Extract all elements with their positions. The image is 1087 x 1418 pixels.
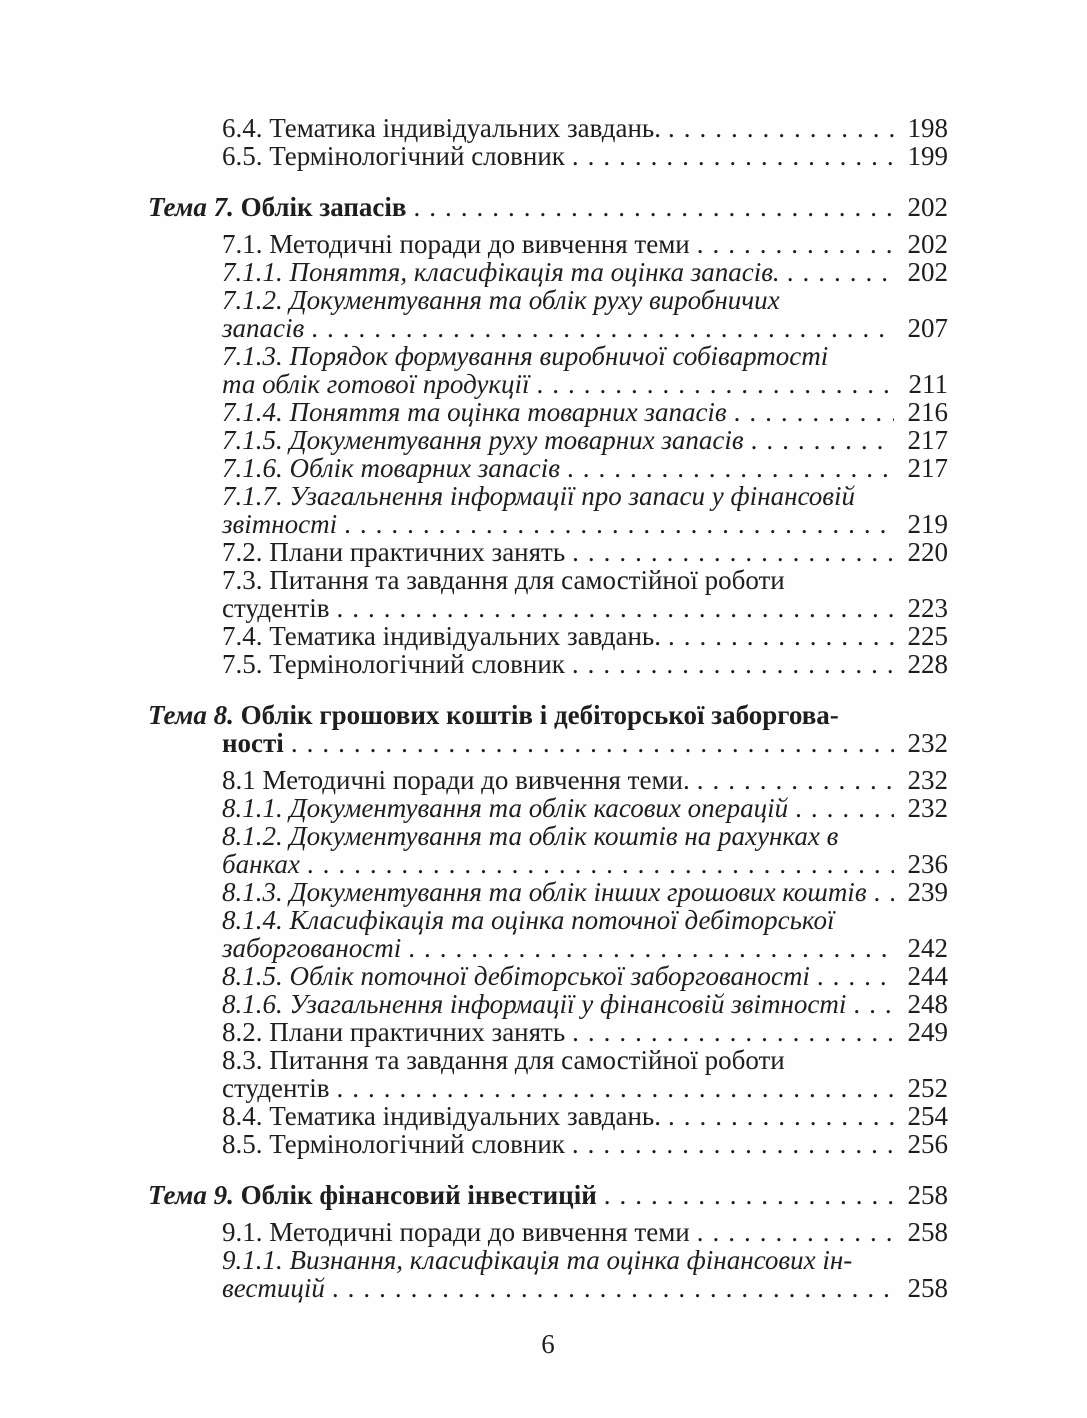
entry-text-line1: 7.3. Питання та завдання для самостійної роботи: [222, 565, 785, 595]
toc-entry-6-4: [148, 114, 948, 142]
entry-text: 7.2. Плани практичних занять: [222, 537, 566, 567]
entry-text: 8.1.5. Облік поточної дебіторської заборгованості: [222, 961, 810, 991]
entry-text: 6.4. Тематика індивідуальних завдань.: [222, 113, 661, 143]
toc-entry-8-1-3: [148, 878, 948, 906]
theme-label: Тема 7.: [148, 192, 234, 222]
toc-entry-7-1: [148, 230, 948, 258]
theme-heading: [148, 193, 406, 221]
toc-entry-9-1-1: [148, 1246, 948, 1302]
theme-heading: [148, 1181, 597, 1209]
dot-leader: [874, 878, 894, 906]
toc-entry-6-5: [148, 142, 948, 170]
toc-entry-7-3: [148, 566, 948, 622]
toc-entry-9-1: [148, 1218, 948, 1246]
dot-leader: [572, 538, 894, 566]
entry-page: 225: [907, 621, 948, 651]
dot-leader: [307, 850, 894, 878]
entry-text-line2: запасів: [222, 313, 305, 343]
entry-page: 220: [907, 537, 948, 567]
entry-text: 8.1.1. Документування та облік касових операцій: [222, 793, 789, 823]
entry-page: 228: [907, 649, 948, 679]
entry-page: 252: [907, 1073, 948, 1103]
dot-leader: [853, 990, 894, 1018]
dot-leader: [567, 454, 894, 482]
toc-entry-8-4: [148, 1102, 948, 1130]
entry-page: 216: [907, 397, 948, 427]
toc-entry-7-1-3: [148, 342, 948, 398]
entry-text-line2: вестицій: [222, 1273, 325, 1303]
dot-leader: [413, 193, 894, 221]
theme-heading-line2: [148, 729, 948, 757]
dot-leader: [408, 934, 894, 962]
dot-leader: [751, 426, 894, 454]
entry-line2: [222, 1074, 948, 1102]
dot-leader: [332, 1274, 894, 1302]
toc-entry-8-1-4: [148, 906, 948, 962]
toc-entry-7-1-6: [148, 454, 948, 482]
entry-page: 239: [907, 877, 948, 907]
dot-leader: [787, 258, 894, 286]
entry-page: 202: [907, 257, 948, 287]
entry-text-line2: та облік готової продукції: [222, 369, 530, 399]
toc-entry-7-1-4: [148, 398, 948, 426]
entry-page: 232: [907, 728, 948, 758]
dot-leader: [572, 142, 894, 170]
dot-leader: [668, 114, 894, 142]
entry-page: 254: [907, 1101, 948, 1131]
theme-title: Облік фінансовий інвестицій: [240, 1180, 597, 1210]
entry-page: 219: [907, 509, 948, 539]
toc-entry-8-1-5: [148, 962, 948, 990]
entry-line2: [222, 850, 948, 878]
entry-page: 202: [907, 192, 948, 222]
theme-title-line2: ності: [222, 728, 284, 758]
entry-page: 248: [907, 989, 948, 1019]
entry-text: 7.1.5. Документування руху товарних запасів: [222, 425, 744, 455]
entry-text: 8.1.6. Узагальнення інформації у фінансовій звітності: [222, 989, 847, 1019]
entry-text: 7.4. Тематика індивідуальних завдань.: [222, 621, 661, 651]
dot-leader: [697, 230, 894, 258]
dot-leader: [668, 622, 894, 650]
entry-page: 242: [907, 933, 948, 963]
toc-theme-7: [148, 193, 948, 221]
entry-text: 6.5. Термінологічний словник: [222, 141, 565, 171]
entry-line2: [222, 370, 948, 398]
entry-text-line1: 9.1.1. Визнання, класифікація та оцінка фінансових ін-: [222, 1245, 853, 1275]
entry-text-line2: банках: [222, 849, 300, 879]
entry-page: 258: [907, 1217, 948, 1247]
theme-label: Тема 9.: [148, 1180, 234, 1210]
entry-line2: [222, 314, 948, 342]
entry-text-line1: 7.1.2. Документування та облік руху виробничих: [222, 285, 780, 315]
entry-page: 207: [907, 313, 948, 343]
toc-entry-8-1: [148, 766, 948, 794]
toc-entry-7-4: [148, 622, 948, 650]
entry-text-line2: студентів: [222, 593, 330, 623]
dot-leader: [336, 1074, 894, 1102]
toc-theme-8: [148, 701, 948, 757]
toc-entry-8-3: [148, 1046, 948, 1102]
theme-label: Тема 8.: [148, 700, 234, 730]
toc-entry-7-1-2: [148, 286, 948, 342]
entry-line2: [222, 510, 948, 538]
dot-leader: [604, 1181, 894, 1209]
entry-text: 8.1 Методичні поради до вивчення теми.: [222, 765, 690, 795]
toc-entry-8-1-1: [148, 794, 948, 822]
entry-text: 7.1. Методичні поради до вивчення теми: [222, 229, 690, 259]
entry-text-line1: 8.3. Питання та завдання для самостійної роботи: [222, 1045, 785, 1075]
entry-page: 256: [907, 1129, 948, 1159]
entry-page: 199: [907, 141, 948, 171]
dot-leader: [336, 594, 894, 622]
entry-page: 244: [907, 961, 948, 991]
entry-page: 217: [907, 425, 948, 455]
entry-page: 232: [907, 765, 948, 795]
entry-text-line1: 7.1.3. Порядок формування виробничої собівартості: [222, 341, 829, 371]
table-of-contents: [148, 114, 948, 1302]
entry-text: 8.4. Тематика індивідуальних завдань.: [222, 1101, 661, 1131]
toc-entry-7-5: [148, 650, 948, 678]
dot-leader: [311, 314, 894, 342]
toc-theme-9: [148, 1181, 948, 1209]
toc-entry-8-2: [148, 1018, 948, 1046]
entry-page: 258: [907, 1273, 948, 1303]
entry-page: 217: [907, 453, 948, 483]
toc-entry-7-1-7: [148, 482, 948, 538]
dot-leader: [734, 398, 894, 426]
dot-leader: [537, 370, 895, 398]
dot-leader: [697, 1218, 894, 1246]
dot-leader: [795, 794, 894, 822]
entry-page: 258: [907, 1180, 948, 1210]
entry-text-line2: заборгованості: [222, 933, 402, 963]
entry-text: 8.5. Термінологічний словник: [222, 1129, 565, 1159]
entry-page: 198: [907, 113, 948, 143]
dot-leader: [572, 650, 894, 678]
entry-text: 7.5. Термінологічний словник: [222, 649, 565, 679]
theme-title: Облік запасів: [240, 192, 407, 222]
entry-line2: [222, 934, 948, 962]
theme-heading-line1: [148, 701, 948, 729]
toc-entry-8-5: [148, 1130, 948, 1158]
dot-leader: [697, 766, 894, 794]
entry-text-line2: звітності: [222, 509, 338, 539]
dot-leader: [668, 1102, 894, 1130]
dot-leader: [817, 962, 894, 990]
entry-text: 9.1. Методичні поради до вивчення теми: [222, 1217, 690, 1247]
toc-entry-8-1-2: [148, 822, 948, 878]
entry-page: 249: [907, 1017, 948, 1047]
dot-leader: [344, 510, 894, 538]
entry-page: 202: [907, 229, 948, 259]
toc-entry-8-1-6: [148, 990, 948, 1018]
entry-text: 8.1.3. Документування та облік інших грошових коштів: [222, 877, 867, 907]
dot-leader: [572, 1018, 894, 1046]
toc-entry-7-1-1: [148, 258, 948, 286]
theme-title-line1: Облік грошових коштів і дебіторської заборгова-: [240, 700, 839, 730]
entry-text-line1: 7.1.7. Узагальнення інформації про запаси у фінансовій: [222, 481, 856, 511]
entry-page: 236: [907, 849, 948, 879]
dot-leader: [291, 729, 894, 757]
entry-text: 7.1.4. Поняття та оцінка товарних запасів: [222, 397, 727, 427]
entry-text-line2: студентів: [222, 1073, 330, 1103]
toc-entry-7-2: [148, 538, 948, 566]
entry-text: 7.1.1. Поняття, класифікація та оцінка запасів.: [222, 257, 780, 287]
page-number-footer: 6: [541, 1329, 555, 1359]
entry-line2: [222, 1274, 948, 1302]
entry-text-line1: 8.1.2. Документування та облік коштів на рахунках в: [222, 821, 839, 851]
entry-page: 211: [908, 369, 948, 399]
entry-page: 232: [907, 793, 948, 823]
entry-page: 223: [907, 593, 948, 623]
dot-leader: [572, 1130, 894, 1158]
entry-text: 7.1.6. Облік товарних запасів: [222, 453, 560, 483]
entry-text-line1: 8.1.4. Класифікація та оцінка поточної дебіторської: [222, 905, 835, 935]
entry-text: 8.2. Плани практичних занять: [222, 1017, 566, 1047]
entry-line2: [222, 594, 948, 622]
toc-entry-7-1-5: [148, 426, 948, 454]
